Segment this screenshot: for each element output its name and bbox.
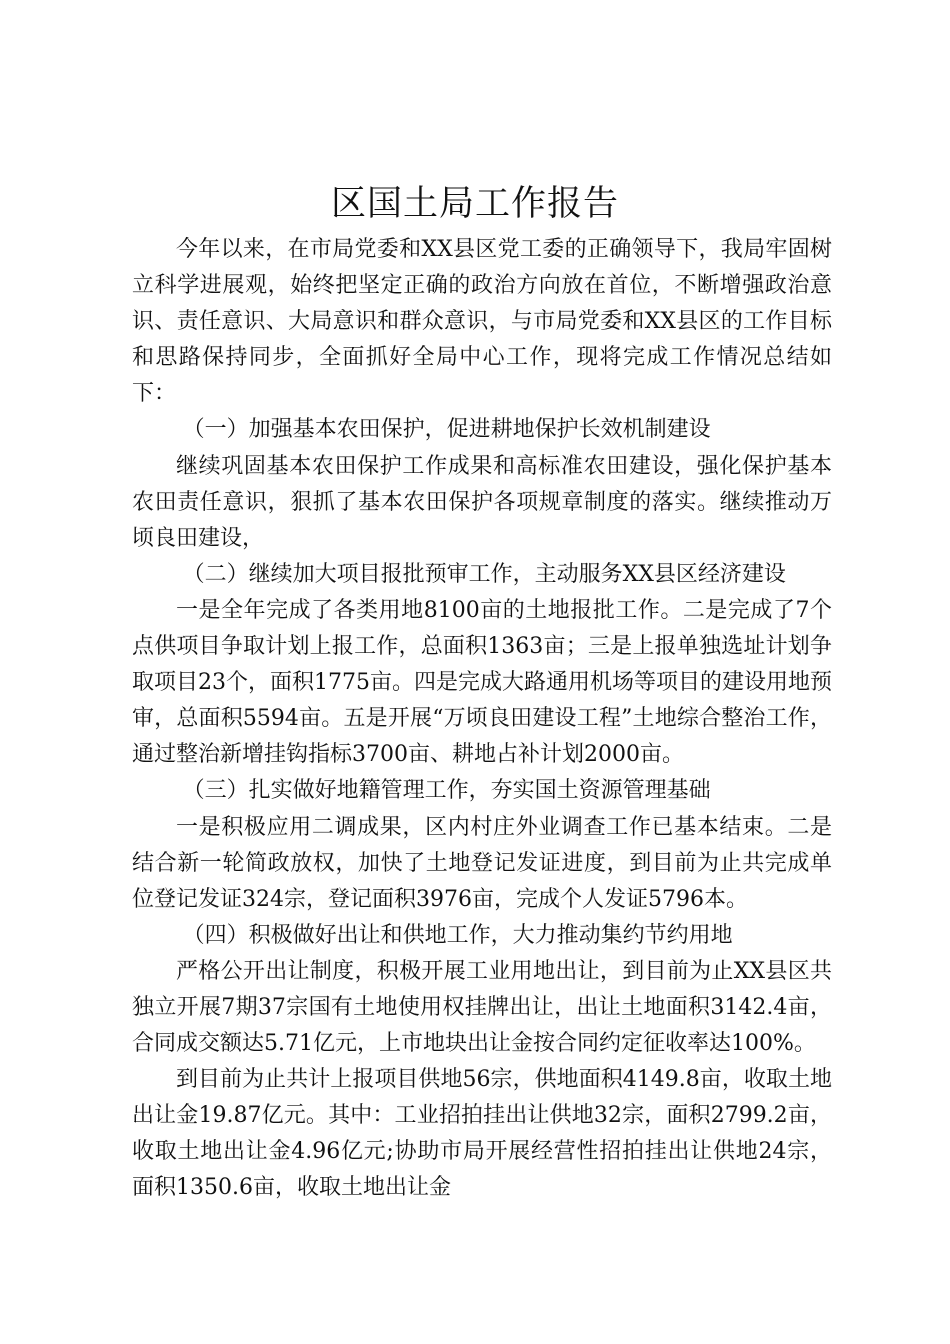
section-heading-3: （三）扎实做好地籍管理工作，夯实国土资源管理基础 — [182, 778, 711, 804]
paragraph-intro: 今年以来，在市局党委和XX县区党工委的正确领导下，我局牢固树立科学进展观，始终把坚定正确的政治方向放在首位，不断增强政治意识、责任意识、大局意识和群众意识，与市局党委和XX县区的工作目标和思路保持同步，全面抓好全局中心工作，现将完成工作情况总结如下： — [132, 237, 832, 407]
paragraph-section-2: 一是全年完成了各类用地8100亩的土地报批工作。二是完成了7个点供项目争取计划上报工作，总面积1363亩；三是上报单独选址计划争取项目23个，面积1775亩。四是完成大路通用机场等项目的建设用地预审，总面积5594亩。五是开展“万顷良田建设工程”土地综合整治工作，通过整治新增挂钩指标3700亩、耕地占补计划2000亩。 — [132, 597, 832, 768]
paragraph-section-4b: 到目前为止共计上报项目供地56宗，供地面积4149.8亩，收取土地出让金19.87亿元。其中：工业招拍挂出让供地32宗，面积2799.2亩，收取土地出让金4.96亿元;协助市局开展经营性招拍挂出让供地24宗，面积1350.6亩，收取土地出让金 — [132, 1067, 832, 1201]
section-heading-4: （四）积极做好出让和供地工作，大力推动集约节约用地 — [182, 922, 733, 948]
paragraph-section-1: 继续巩固基本农田保护工作成果和高标准农田建设，强化保护基本农田责任意识，狠抓了基本农田保护各项规章制度的落实。继续推动万顷良田建设， — [132, 453, 832, 551]
document-title: 区国土局工作报告 — [330, 184, 619, 224]
document-body — [132, 232, 832, 1207]
section-heading-2: （二）继续加大项目报批预审工作，主动服务XX县区经济建设 — [182, 561, 786, 587]
paragraph-section-4a: 严格公开出让制度，积极开展工业用地出让，到目前为止XX县区共独立开展7期37宗国有土地使用权挂牌出让，出让土地面积3142.4亩，合同成交额达5.71亿元，上市地块出让金按合同约定征收率达100%。 — [132, 958, 832, 1057]
paragraph-section-3: 一是积极应用二调成果，区内村庄外业调查工作已基本结束。二是结合新一轮简政放权，加快了土地登记发证进度，到目前为止共完成单位登记发证324宗，登记面积3976亩，完成个人发证5796本。 — [132, 814, 832, 912]
section-heading-1: （一）加强基本农田保护，促进耕地保护长效机制建设 — [182, 417, 711, 443]
